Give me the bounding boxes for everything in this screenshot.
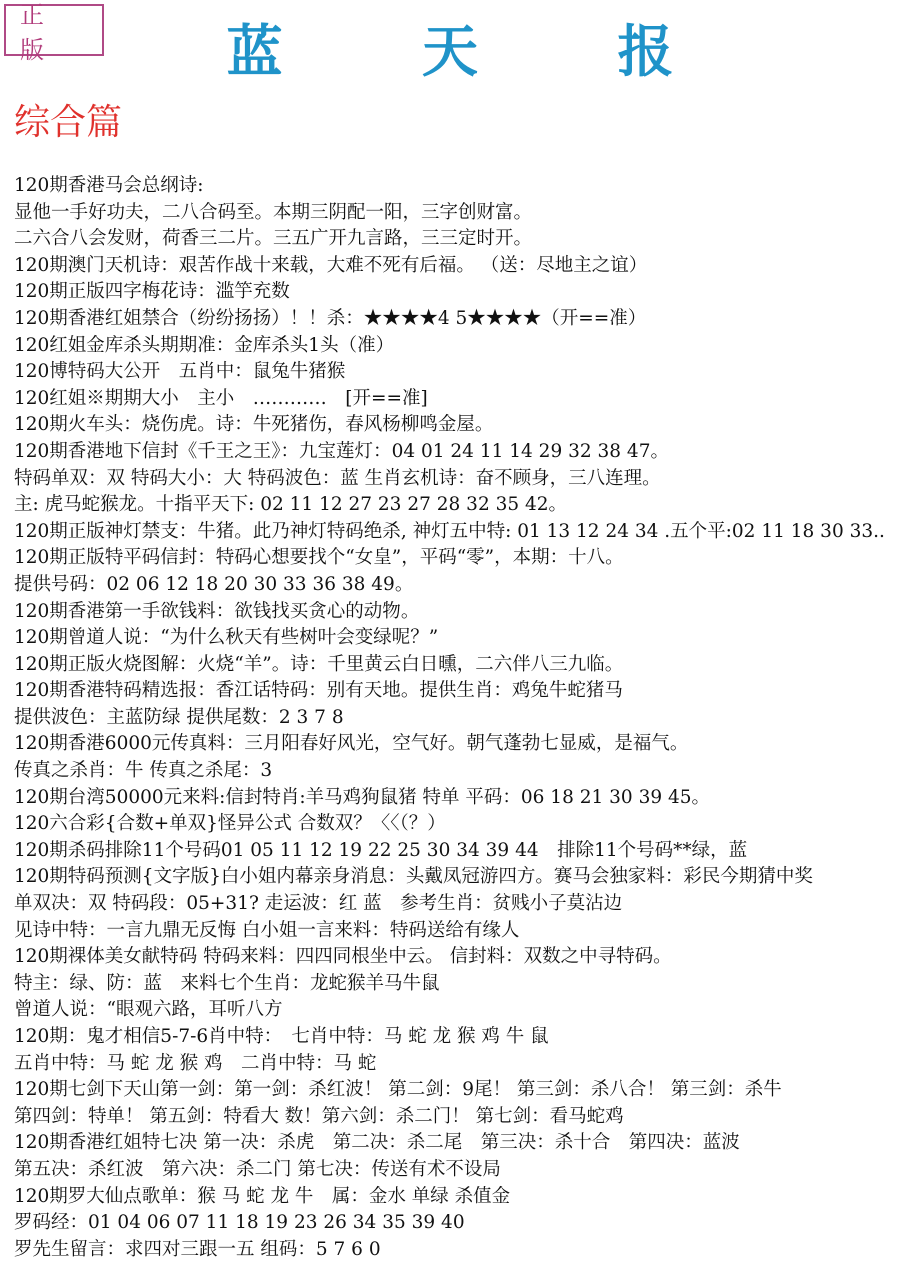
text-line: 120期正版四字梅花诗：滥竽充数 — [14, 281, 290, 303]
text-line: 120期裸体美女献特码 特码来料：四四同根坐中云。 信封料：双数之中寻特码。 — [14, 946, 672, 968]
text-line: 120期香港红姐禁合（纷纷扬扬）！！杀：★★★★4 5★★★★（开==准） — [14, 307, 647, 329]
text-line: 传真之杀肖：牛 传真之杀尾：3 — [14, 760, 273, 782]
text-line: 120期香港第一手欲钱料：欲钱找买贪心的动物。 — [14, 600, 420, 622]
text-line: 120期火车头：烧伤虎。诗：牛死猪伤，春风杨柳鸣金屋。 — [14, 414, 494, 436]
text-line: 罗先生留言：求四对三跟一五 组码：5 7 6 0 — [14, 1238, 381, 1260]
text-line: 罗码经：01 04 06 07 11 18 19 23 26 34 35 39 40 — [14, 1212, 465, 1234]
text-line: 特码单双：双 特码大小：大 特码波色：蓝 生肖玄机诗：奋不顾身，三八连理。 — [14, 467, 661, 489]
page-title: 蓝 天 报 — [226, 19, 734, 85]
text-line: 120期罗大仙点歌单：猴 马 蛇 龙 牛 属：金水 单绿 杀值金 — [14, 1185, 511, 1207]
text-line: 120期香港红姐特七决 第一决：杀虎 第二决：杀二尾 第三决：杀十合 第四决：蓝波 — [14, 1132, 740, 1154]
text-line: 120期台湾50000元来料:信封特肖:羊马鸡狗鼠猪 特单 平码：06 18 21 30 39 45。 — [14, 786, 711, 808]
text-line: 曾道人说：“眼观六路，耳听八方 — [14, 999, 283, 1021]
text-line: 120博特码大公开 五肖中：鼠兔牛猪猴 — [14, 361, 346, 383]
text-line: 120期香港特码精选报：香江话特码：别有天地。提供生肖：鸡兔牛蛇猪马 — [14, 680, 623, 702]
edition-stamp: 正 版 — [4, 4, 104, 56]
text-line: 120期香港6000元传真料：三月阳春好风光，空气好。朝气蓬勃七显威，是福气。 — [14, 733, 689, 755]
text-line: 120六合彩{合数+单双}怪异公式 合数双？〈〈（？） — [14, 813, 446, 835]
text-line: 第四剑：特单！ 第五剑：特看大 数！第六剑：杀二门！ 第七剑：看马蛇鸡 — [14, 1105, 624, 1127]
text-line: 120期七剑下天山第一剑：第一剑：杀红波！ 第二剑：9尾！ 第三剑：杀八合！ 第三剑：杀牛 — [14, 1079, 782, 1101]
text-line: 120期：鬼才相信5-7-6肖中特： 七肖中特：马 蛇 龙 猴 鸡 牛 鼠 — [14, 1026, 549, 1047]
text-line: 120期正版火烧图解：火烧“羊”。诗：千里黄云白日曛，二六伴八三九临。 — [14, 653, 624, 675]
text-line: 120期杀码排除11个号码01 05 11 12 19 22 25 30 34 39 44 排除11个号码**绿，蓝 — [14, 839, 748, 861]
text-line: 120红姐金库杀头期期准：金库杀头1头（准） — [14, 334, 395, 356]
text-line: 见诗中特：一言九鼎无反悔 白小姐一言来料：特码送给有缘人 — [14, 919, 520, 941]
text-line: 二六合八会发财，荷香三二片。三五广开九言路，三三定时开。 — [14, 228, 533, 250]
text-line: 提供波色：主蓝防绿 提供尾数：2 3 7 8 — [14, 706, 344, 728]
text-line: 主: 虎马蛇猴龙。十指平天下: 02 11 12 27 23 27 28 32 35 42。 — [14, 494, 568, 516]
text-line: 120红姐※期期大小 主小 ………… [开==准] — [14, 387, 428, 409]
text-line: 120期香港地下信封《千王之王》：九宝莲灯：04 01 24 11 14 29 32 38 47。 — [14, 440, 669, 462]
text-line: 第五决：杀红波 第六决：杀二门 第七决：传送有术不设局 — [14, 1158, 501, 1180]
text-line: 120期特码预测{文字版}白小姐内幕亲身消息：头戴凤冠游四方。赛马会独家料：彩民今期猜中奖 — [14, 866, 813, 888]
text-line: 提供号码：02 06 12 18 20 30 33 36 38 49。 — [14, 573, 414, 595]
text-line: 显他一手好功夫，二八合码至。本期三阴配一阳，三字创财富。 — [14, 201, 533, 223]
text-line: 单双决：双 特码段：05+31? 走运波：红 蓝 参考生肖：贫贱小子莫沾边 — [14, 893, 623, 915]
text-line: 120期正版神灯禁支：牛猪。此乃神灯特码绝杀, 神灯五中特: 01 13 12 24 34 .五个平:02 11 18 30 33.. — [14, 520, 885, 542]
text-lines — [14, 173, 898, 1263]
text-line: 五肖中特：马 蛇 龙 猴 鸡 二肖中特：马 蛇 — [14, 1052, 377, 1074]
text-line: 120期香港马会总纲诗: — [14, 175, 204, 196]
text-line: 120期澳门天机诗：艰苦作战十来载，大难不死有后福。 （送：尽地主之谊） — [14, 254, 648, 276]
section-heading: 综合篇 — [14, 102, 123, 143]
text-line: 120期曾道人说：“为什么秋天有些树叶会变绿呢？” — [14, 627, 439, 649]
text-line: 120期正版特平码信封：特码心想要找个“女皇”，平码“零”，本期：十八。 — [14, 547, 624, 569]
text-line: 特主：绿、防：蓝 来料七个生肖：龙蛇猴羊马牛鼠 — [14, 972, 440, 994]
